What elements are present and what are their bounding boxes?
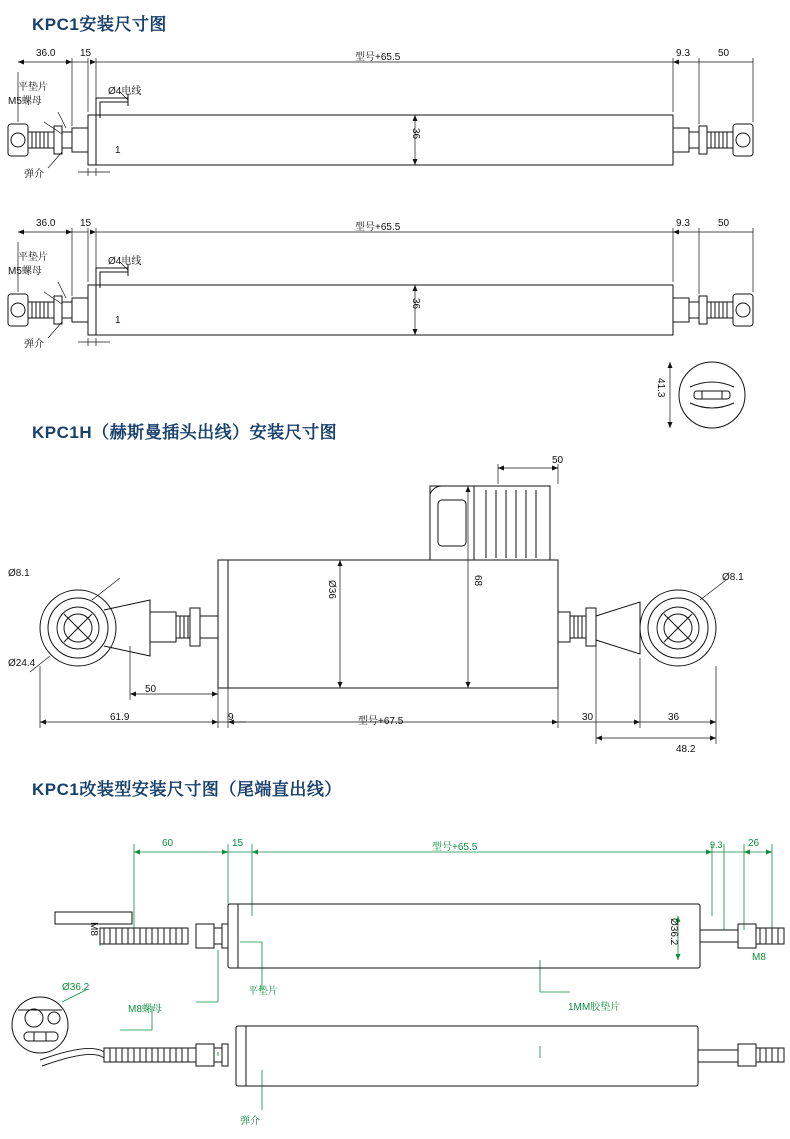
callout-m5-nut-2: M5螺母	[8, 266, 42, 277]
dim-kpc1h-50-top: 50	[552, 455, 564, 466]
view-kpc1-end-section	[650, 355, 780, 435]
callout-spring-2: 弹介	[24, 339, 44, 350]
dim-mod-60: 60	[162, 838, 174, 849]
dim-9-3-b: 9.3	[676, 218, 690, 229]
dim-1: 1	[115, 145, 121, 156]
dim-kpc1h-68: 68	[472, 575, 483, 587]
dim-kpc1h-30: 30	[582, 712, 594, 723]
dim-kpc1h-36: 36	[668, 712, 680, 723]
dim-kpc1h-48-2: 48.2	[676, 744, 696, 755]
dim-model-65-5: 型号+65.5	[355, 52, 401, 63]
callout-mod-spring: 弹介	[240, 1116, 260, 1127]
dim-mod-m8-left: M8	[88, 922, 99, 936]
callout-flat-washer-1: 平垫片	[18, 82, 48, 93]
dim-kpc1h-dia36: Ø36	[326, 580, 337, 599]
callout-wire-2: Ø4电线	[108, 256, 142, 267]
callout-mod-m8-nut: M8螺母	[128, 1004, 162, 1015]
dim-mod-m8-right: M8	[752, 952, 766, 963]
dim-41-3: 41.3	[655, 378, 666, 398]
section-title-kpc1: KPC1安装尺寸图	[32, 15, 167, 34]
dim-kpc1h-model-67-5: 型号+67.5	[358, 716, 404, 727]
callout-spring-1: 弹介	[24, 169, 44, 180]
dim-mod-26: 26	[748, 838, 760, 849]
dim-50-b: 50	[718, 218, 730, 229]
dim-36-0: 36.0	[36, 48, 56, 59]
dim-15: 15	[80, 48, 92, 59]
callout-mod-1mm-pad: 1MM胶垫片	[568, 1002, 621, 1013]
dim-50: 50	[718, 48, 730, 59]
dim-1-b: 1	[115, 315, 121, 326]
dim-kpc1h-dia8-1-left: Ø8.1	[8, 568, 30, 579]
dim-36-vertical: 36	[410, 128, 421, 140]
callout-flat-washer-2: 平垫片	[18, 252, 48, 263]
callout-mod-dia36-2: Ø36.2	[62, 982, 90, 993]
dim-kpc1h-9: 9	[228, 712, 234, 723]
dim-mod-9-3: 9.3	[710, 840, 723, 850]
section-title-kpc1h: KPC1H（赫斯曼插头出线）安装尺寸图	[32, 423, 338, 442]
callout-mod-flat-washer: 平垫片	[248, 986, 278, 997]
callout-m5-nut-1: M5螺母	[8, 96, 42, 107]
dim-36-vertical-b: 36	[410, 298, 421, 310]
dim-mod-dia36-2: Ø36.2	[668, 918, 679, 946]
dim-mod-model-65-5: 型号+65.5	[432, 842, 478, 853]
dim-kpc1h-dia8-1-right: Ø8.1	[722, 572, 744, 583]
dim-15-b: 15	[80, 218, 92, 229]
dim-model-65-5-b: 型号+65.5	[355, 222, 401, 233]
dim-kpc1h-dia24-4: Ø24.4	[8, 658, 36, 669]
callout-wire-1: Ø4电线	[108, 86, 142, 97]
dim-kpc1h-50-lower: 50	[145, 684, 157, 695]
section-title-kpc1-mod: KPC1改装型安装尺寸图（尾端直出线）	[32, 780, 342, 799]
dim-36-0-b: 36.0	[36, 218, 56, 229]
dim-9-3: 9.3	[676, 48, 690, 59]
dim-mod-15: 15	[232, 838, 244, 849]
dim-kpc1h-61-9: 61.9	[110, 712, 130, 723]
view-kpc1-mod-main	[0, 820, 790, 1135]
